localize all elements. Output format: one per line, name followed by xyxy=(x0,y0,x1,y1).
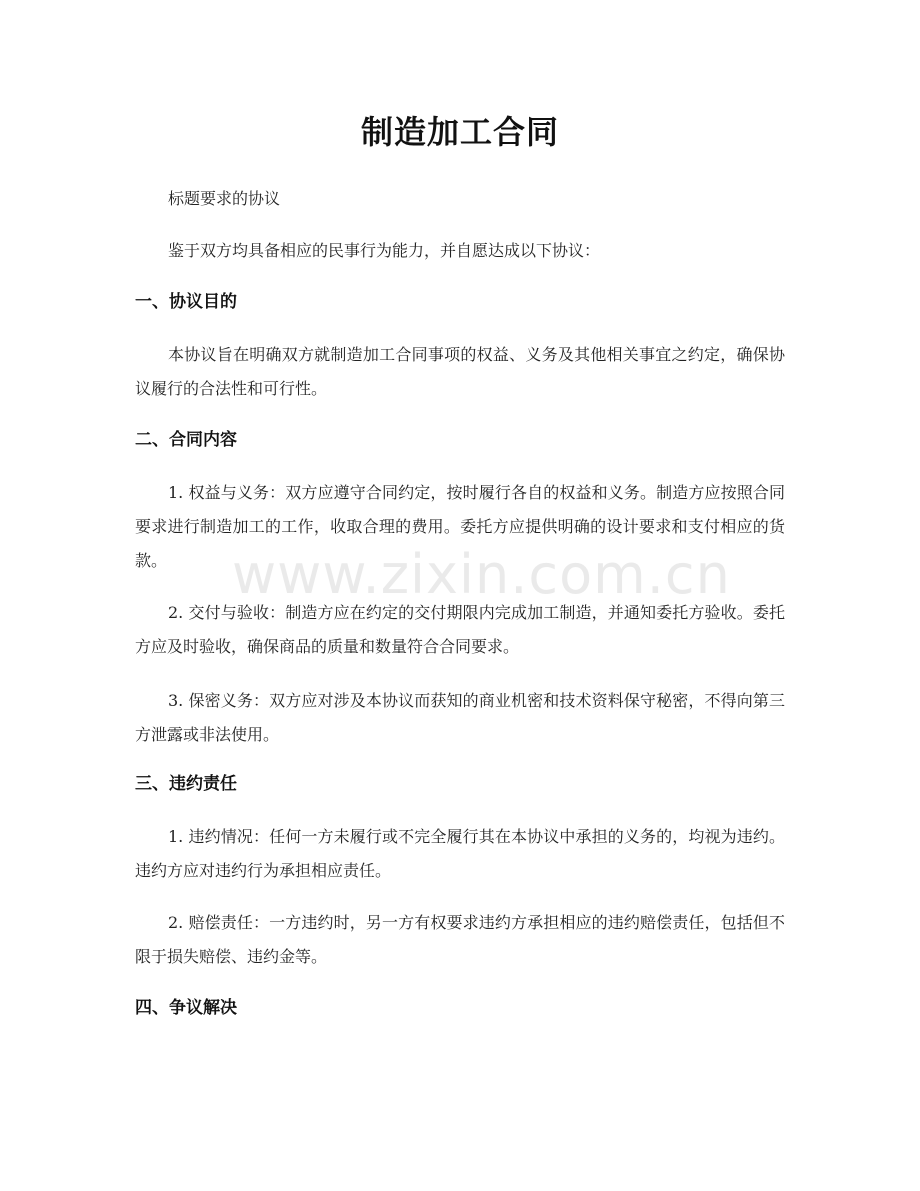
section-heading-liability: 三、违约责任 xyxy=(135,774,237,794)
content-paragraph-3: 3. 保密义务：双方应对涉及本协议而获知的商业机密和技术资料保守秘密，不得向第三方泄露或非法使用。 xyxy=(135,691,785,744)
liability-paragraph-1: 1. 违约情况：任何一方未履行或不完全履行其在本协议中承担的义务的，均视为违约。违约方应对违约行为承担相应责任。 xyxy=(135,827,785,880)
liability-paragraph-2: 2. 赔偿责任：一方违约时，另一方有权要求违约方承担相应的违约赔偿责任，包括但不限于损失赔偿、违约金等。 xyxy=(135,913,785,966)
section-heading-purpose: 一、协议目的 xyxy=(135,292,237,312)
watermark: www.zixin.com.cn xyxy=(232,543,731,606)
purpose-paragraph: 本协议旨在明确双方就制造加工合同事项的权益、义务及其他相关事宜之约定，确保协议履行的合法性和可行性。 xyxy=(135,345,785,398)
section-heading-content: 二、合同内容 xyxy=(135,430,237,450)
content-paragraph-2: 2. 交付与验收：制造方应在约定的交付期限内完成加工制造，并通知委托方验收。委托方应及时验收，确保商品的质量和数量符合合同要求。 xyxy=(135,603,785,656)
document-title: 制造加工合同 xyxy=(360,113,559,151)
content-paragraph-1: 1. 权益与义务：双方应遵守合同约定，按时履行各自的权益和义务。制造方应按照合同要求进行制造加工的工作，收取合理的费用。委托方应提供明确的设计要求和支付相应的货款。 xyxy=(135,483,785,570)
section-heading-dispute: 四、争议解决 xyxy=(135,998,237,1018)
document-subtitle: 标题要求的协议 xyxy=(168,189,281,208)
intro-paragraph: 鉴于双方均具备相应的民事行为能力，并自愿达成以下协议： xyxy=(168,241,601,260)
